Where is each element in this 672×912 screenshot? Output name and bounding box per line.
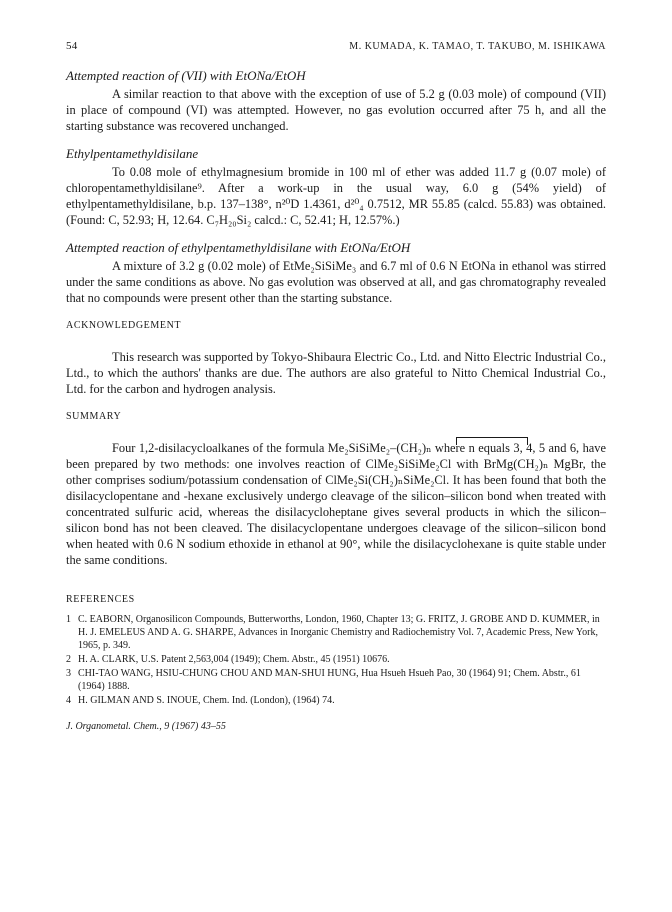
running-authors: M. KUMADA, K. TAMAO, T. TAKUBO, M. ISHIKAWA — [349, 41, 606, 52]
reference-number: 2 — [66, 654, 71, 665]
section-title: Attempted reaction of (VII) with EtONa/EtOH — [66, 68, 306, 83]
references-heading: REFERENCES — [66, 594, 135, 605]
section-title: Ethylpentamethyldisilane — [66, 146, 199, 161]
reference-text: CHI-TAO WANG, HSIU-CHUNG CHOU AND MAN-SHUI HUNG, Hua Hsueh Hsueh Pao, 30 (1964) 91; Chem. Abstr., 61 (1964) 1888. — [78, 668, 581, 692]
acknowledgement-body: This research was supported by Tokyo-Shibaura Electric Co., Ltd. and Nitto Electric Industrial Co., Ltd., to which the authors' thanks are due. The authors are also grateful to Nitto Chemical Industrial Co., Ltd. for the carbon and hydrogen analysis. — [66, 350, 606, 396]
running-header — [66, 40, 606, 52]
reference-text: H. A. CLARK, U.S. Patent 2,563,004 (1949); Chem. Abstr., 45 (1951) 10676. — [78, 654, 390, 665]
reference-number: 3 — [66, 668, 71, 679]
reference-text: C. EABORN, Organosilicon Compounds, Butterworths, London, 1960, Chapter 13; G. FRITZ, J. GROBE AND D. KUMMER, in H. J. EMELEUS AND A. G. SHARPE, Advances in Inorganic Chemistry and Radiochemistry Vol. 7, Academic Press, New York, 1965, p. 349. — [78, 614, 600, 651]
section-title: Attempted reaction of ethylpentamethyldisilane with EtONa/EtOH — [66, 240, 411, 255]
reference-number: 4 — [66, 695, 71, 706]
acknowledgement-heading: ACKNOWLEDGEMENT — [66, 320, 182, 331]
acknowledgement-section — [66, 320, 606, 397]
reference-item — [66, 653, 606, 666]
summary-heading: SUMMARY — [66, 411, 122, 422]
reference-item — [66, 667, 606, 693]
page-number: 54 — [66, 40, 78, 52]
reference-item — [66, 694, 606, 707]
section-attempted-reaction-ethylpentamethyldisilane — [66, 240, 606, 306]
references-section — [66, 594, 606, 707]
section-ethylpentamethyldisilane — [66, 146, 606, 228]
references-list — [66, 613, 606, 707]
article-page — [66, 40, 606, 732]
summary-section — [66, 411, 606, 568]
summary-body: Four 1,2-disilacycloalkanes of the formula Me₂SiSiMe₂–(CH₂)ₙ where n equals 3, 4, 5 and 6, have been prepared by two methods: one involves reaction of ClMe₂SiSiMe₂Cl with BrMg(CH₂)ₙ MgBr, the other comprises sodium/potassium condensation of ClMe₂Si(CH₂)ₙSiMe₂Cl. It has been found that both the disilacyclopentane and -hexane exclusively undergo cleavage of the silicon–silicon bond when treated with concentrated sulfuric acid, whereas the disilacycloheptane gives several products in which the silicon–silicon bond has not been cleaved. The disilacyclopentane undergoes cleavage of the silicon–silicon bond when heated with 0.6 N sodium ethoxide in ethanol at 90°, while the disilacyclohexane is quite stable under the same conditions. — [66, 441, 606, 567]
section-body: To 0.08 mole of ethylmagnesium bromide in 100 ml of ether was added 11.7 g (0.07 mole) of chloropentamethyldisilane⁹. After a work-up in the usual way, 6.0 g (54% yield) of ethylpentamethyldisilane, b.p. 137–138°, n²⁰D 1.4361, d²⁰₄ 0.7512, MR 55.85 (calcd. 55.83) was obtained. (Found: C, 52.93; H, 12.64. C₇H₂₀Si₂ calcd.: C, 52.41; H, 12.57%.) — [66, 165, 606, 227]
section-attempted-reaction-vii — [66, 68, 606, 134]
section-body: A mixture of 3.2 g (0.02 mole) of EtMe₂SiSiMe₃ and 6.7 ml of 0.6 N EtONa in ethanol was stirred under the same conditions as above. No gas evolution was observed at all, and gas chromatography revealed that no compounds were present other than the starting substance. — [66, 259, 606, 305]
reference-item — [66, 613, 606, 652]
journal-citation-footer: J. Organometal. Chem., 9 (1967) 43–55 — [66, 721, 226, 732]
ring-bracket — [456, 437, 528, 445]
reference-number: 1 — [66, 614, 71, 625]
reference-text: H. GILMAN AND S. INOUE, Chem. Ind. (London), (1964) 74. — [78, 695, 335, 706]
section-body: A similar reaction to that above with the exception of use of 5.2 g (0.03 mole) of compound (VII) in place of compound (VI) was attempted. However, no gas evolution occurred after 75 h, and all the starting substance was recovered unchanged. — [66, 87, 606, 133]
